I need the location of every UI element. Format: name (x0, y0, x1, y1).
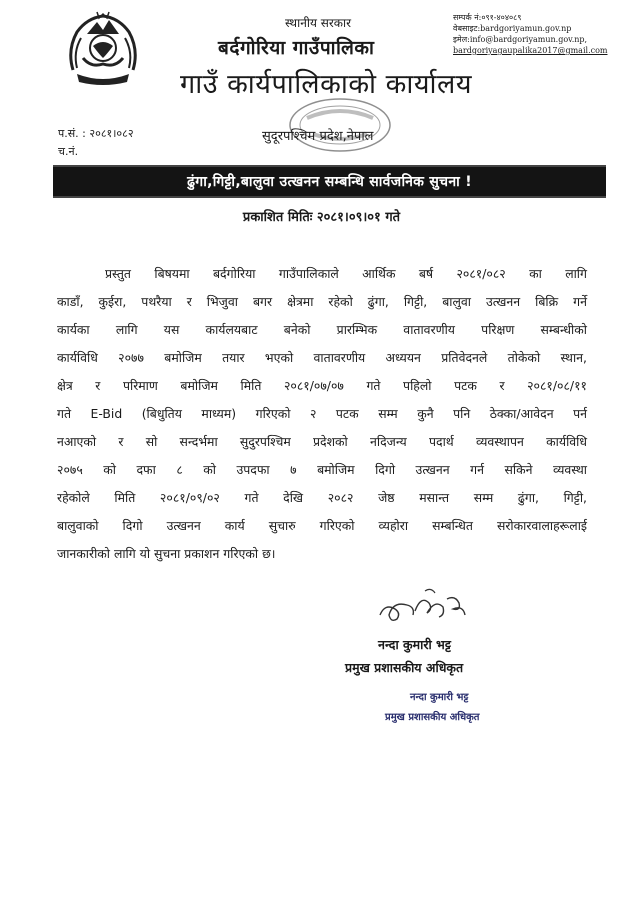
notice-title-bar (53, 165, 606, 198)
office-name: गाउँ कार्यपालिकाको कार्यालय (180, 69, 472, 100)
notice-title: ढुंगा,गिट्टी,बालुवा उत्खनन सम्बन्धि सार्वजनिक सुचना ! (187, 174, 472, 190)
office-address: सुदूरपश्चिम प्रदेश,नेपाल (262, 129, 374, 144)
signatory-name: नन्दा कुमारी भट्ट (378, 637, 451, 652)
name-stamp: नन्दा कुमारी भट्ट (410, 692, 469, 703)
signatory-title: प्रमुख प्रशासकीय अधिकृत (345, 660, 464, 675)
dispatch-number: च.नं. (58, 145, 79, 158)
body-line: २०७५ को दफा ८ को उपदफा ७ बमोजिम दिगो उत्खनन गर्न सकिने व्यवस्था (57, 462, 587, 477)
body-line: कार्यविधि २०७७ बमोजिम तयार भएको वातावरणीय अध्ययन प्रतिवेदनले तोकेको स्थान, (57, 350, 587, 365)
contact-phone: सम्पर्क नं:०९१-४०४०८९ (453, 13, 522, 22)
local-government-label: स्थानीय सरकार (285, 16, 351, 30)
body-line: रहेकोले मिति २०८१/०९/०२ गते देखि २०८२ जेष्ठ मसान्त सम्म ढुंगा, गिट्टी, (57, 490, 587, 505)
body-line: बालुवाको दिगो उत्खनन कार्य सुचारु गरिएको व्यहोरा सम्बन्धित सरोकारवालाहरूलाई (57, 518, 587, 533)
published-date: प्रकाशित मितिः २०८१।०९।०१ गते (242, 210, 401, 225)
body-line: कार्यका लागि यस कार्यलयबाट बनेको प्रारम्भिक वातावरणीय परिक्षण सम्बन्धीको (57, 322, 587, 337)
body-line: नआएको र सो सन्दर्भमा सुदुरपश्चिम प्रदेशको नदिजन्य पदार्थ व्यवस्थापन कार्यविधि (57, 434, 587, 449)
body-line: क्षेत्र र परिमाण बमोजिम मिति २०८१/०७/०७ गते पहिलो पटक र २०८१/०८/११ (57, 378, 587, 393)
letter-number: प.सं. : २०८१।०८२ (58, 127, 134, 140)
body-line: गते E-Bid (बिधुतिय माध्यम) गरिएको २ पटक सम्म कुनै पनि ठेक्का/आवेदन पर्न (57, 406, 587, 421)
office-stamp (285, 96, 395, 154)
body-line: जानकारीको लागि यो सुचना प्रकाशन गरिएको छ। (57, 546, 276, 561)
nepal-emblem-icon (63, 10, 143, 90)
handwritten-signature (375, 585, 470, 625)
contact-email-gmail[interactable]: bardgoriyagaupalika2017@gmail.com (453, 46, 608, 55)
body-line: काडाँ, कुईरा, पथरैया र भिजुवा बगर क्षेत्रमा रहेको ढुंगा, गिट्टी, बालुवा उत्खनन बिक्रि गर्ने (57, 294, 587, 309)
designation-stamp: प्रमुख प्रशासकीय अधिकृत (385, 712, 480, 723)
municipality-name: बर्दगोरिया गाउँपालिका (218, 37, 375, 59)
reference-block (58, 125, 134, 161)
contact-website[interactable]: वेबसाइट:bardgoriyamun.gov.np (453, 24, 572, 33)
contact-email[interactable]: इमेल:info@bardgoriyamun.gov.np, (453, 35, 588, 44)
body-line: प्रस्तुत बिषयमा बर्दगोरिया गाउँपालिकाले आर्थिक बर्ष २०८१/०८२ का लागि (105, 266, 587, 281)
contact-block (453, 12, 608, 56)
